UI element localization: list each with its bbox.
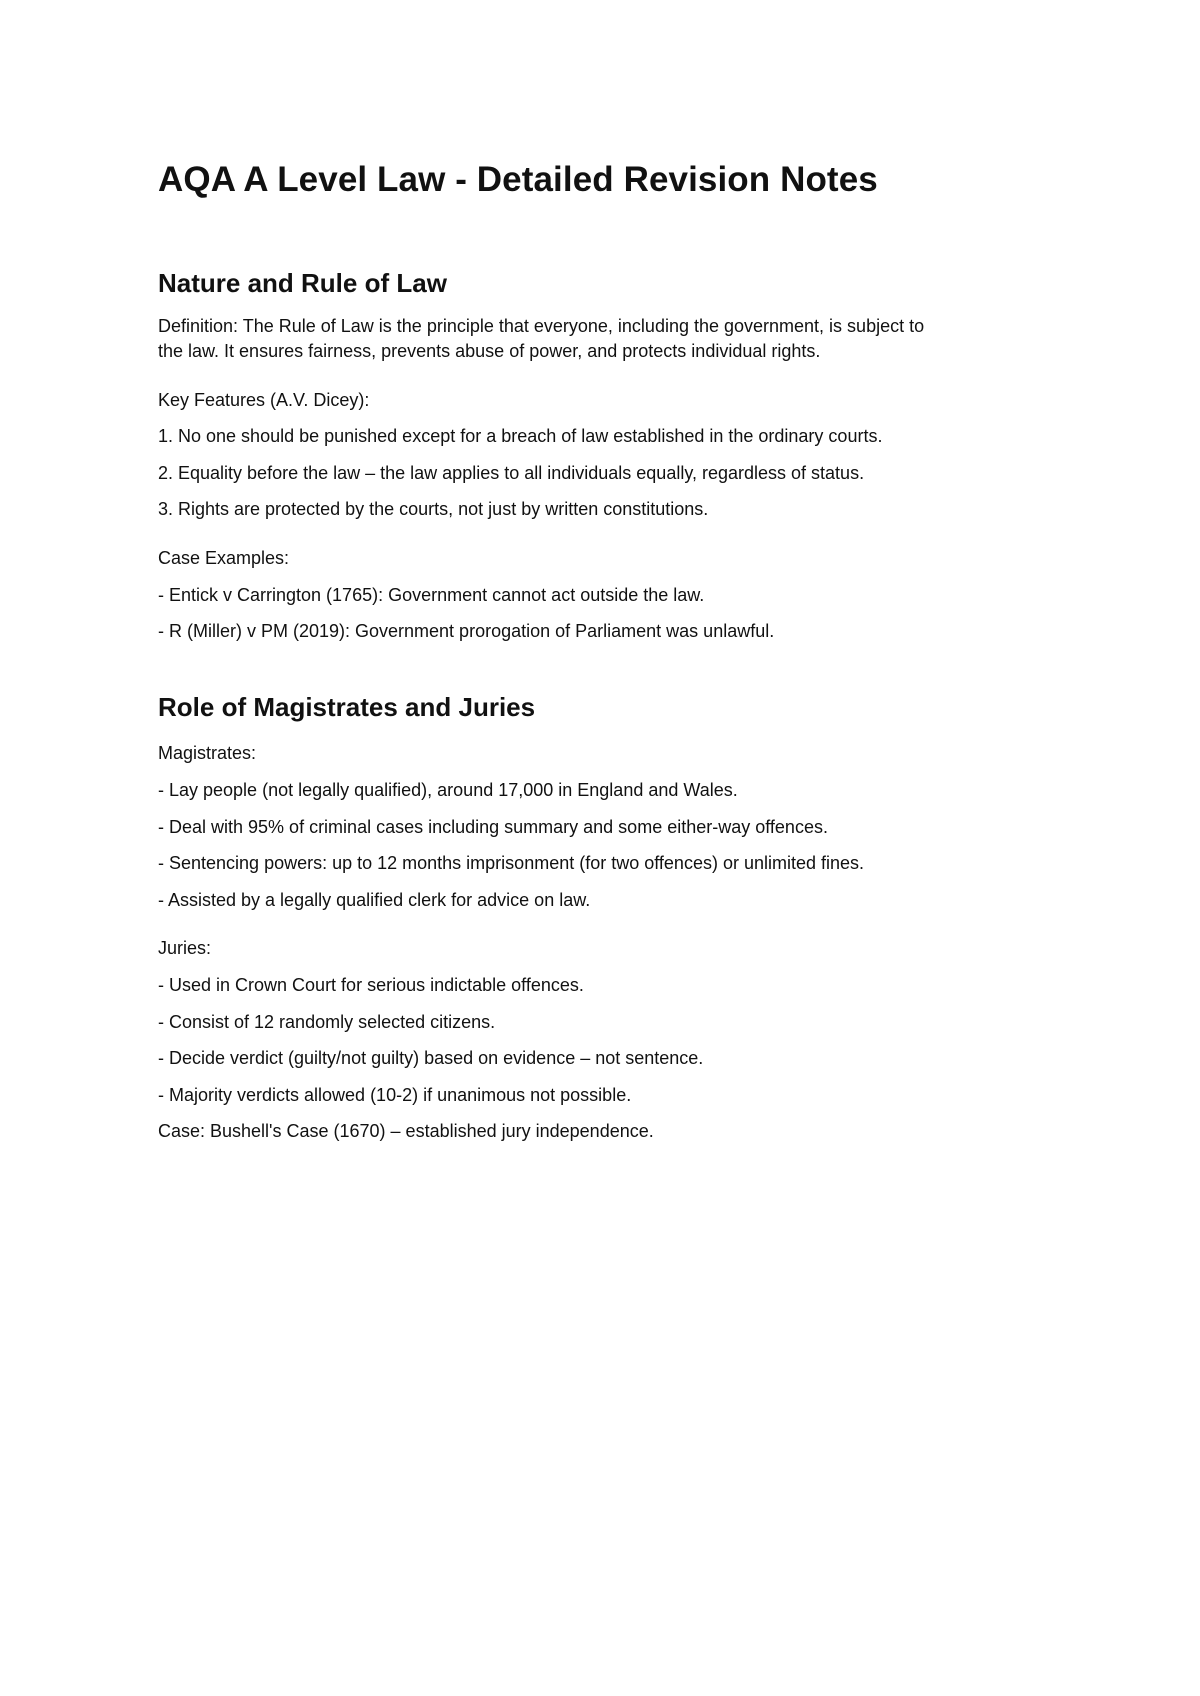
magistrates-item: - Deal with 95% of criminal cases including summary and some either-way offences. <box>158 817 828 837</box>
juries-item: - Used in Crown Court for serious indictable offences. <box>158 975 584 995</box>
magistrates-item: - Sentencing powers: up to 12 months imprisonment (for two offences) or unlimited fines. <box>158 853 865 873</box>
key-feature-item: 2. Equality before the law – the law applies to all individuals equally, regardless of status. <box>158 463 865 483</box>
key-feature-item: 3. Rights are protected by the courts, not just by written constitutions. <box>158 499 709 519</box>
magistrates-label: Magistrates: <box>158 743 257 763</box>
key-features-label: Key Features (A.V. Dicey): <box>158 390 370 410</box>
document-page <box>158 0 1058 1696</box>
key-feature-item: 1. No one should be punished except for a breach of law established in the ordinary courts. <box>158 426 883 446</box>
case-example-item: - Entick v Carrington (1765): Government cannot act outside the law. <box>158 585 705 605</box>
juries-label: Juries: <box>158 938 212 958</box>
case-examples-label: Case Examples: <box>158 548 290 568</box>
definition-line: Definition: The Rule of Law is the principle that everyone, including the government, is subject to <box>158 316 925 336</box>
case-example-item: - R (Miller) v PM (2019): Government prorogation of Parliament was unlawful. <box>158 621 775 641</box>
section-heading-rule-of-law: Nature and Rule of Law <box>158 268 447 298</box>
definition-line: the law. It ensures fairness, prevents abuse of power, and protects individual rights. <box>158 341 821 361</box>
document-title: AQA A Level Law - Detailed Revision Notes <box>158 160 878 199</box>
magistrates-item: - Assisted by a legally qualified clerk for advice on law. <box>158 890 591 910</box>
magistrates-item: - Lay people (not legally qualified), around 17,000 in England and Wales. <box>158 780 738 800</box>
juries-item: - Consist of 12 randomly selected citizens. <box>158 1012 496 1032</box>
juries-item: - Majority verdicts allowed (10-2) if unanimous not possible. <box>158 1085 632 1105</box>
jury-case-line: Case: Bushell's Case (1670) – established jury independence. <box>158 1121 654 1141</box>
juries-item: - Decide verdict (guilty/not guilty) based on evidence – not sentence. <box>158 1048 704 1068</box>
section-heading-magistrates-juries: Role of Magistrates and Juries <box>158 692 536 722</box>
